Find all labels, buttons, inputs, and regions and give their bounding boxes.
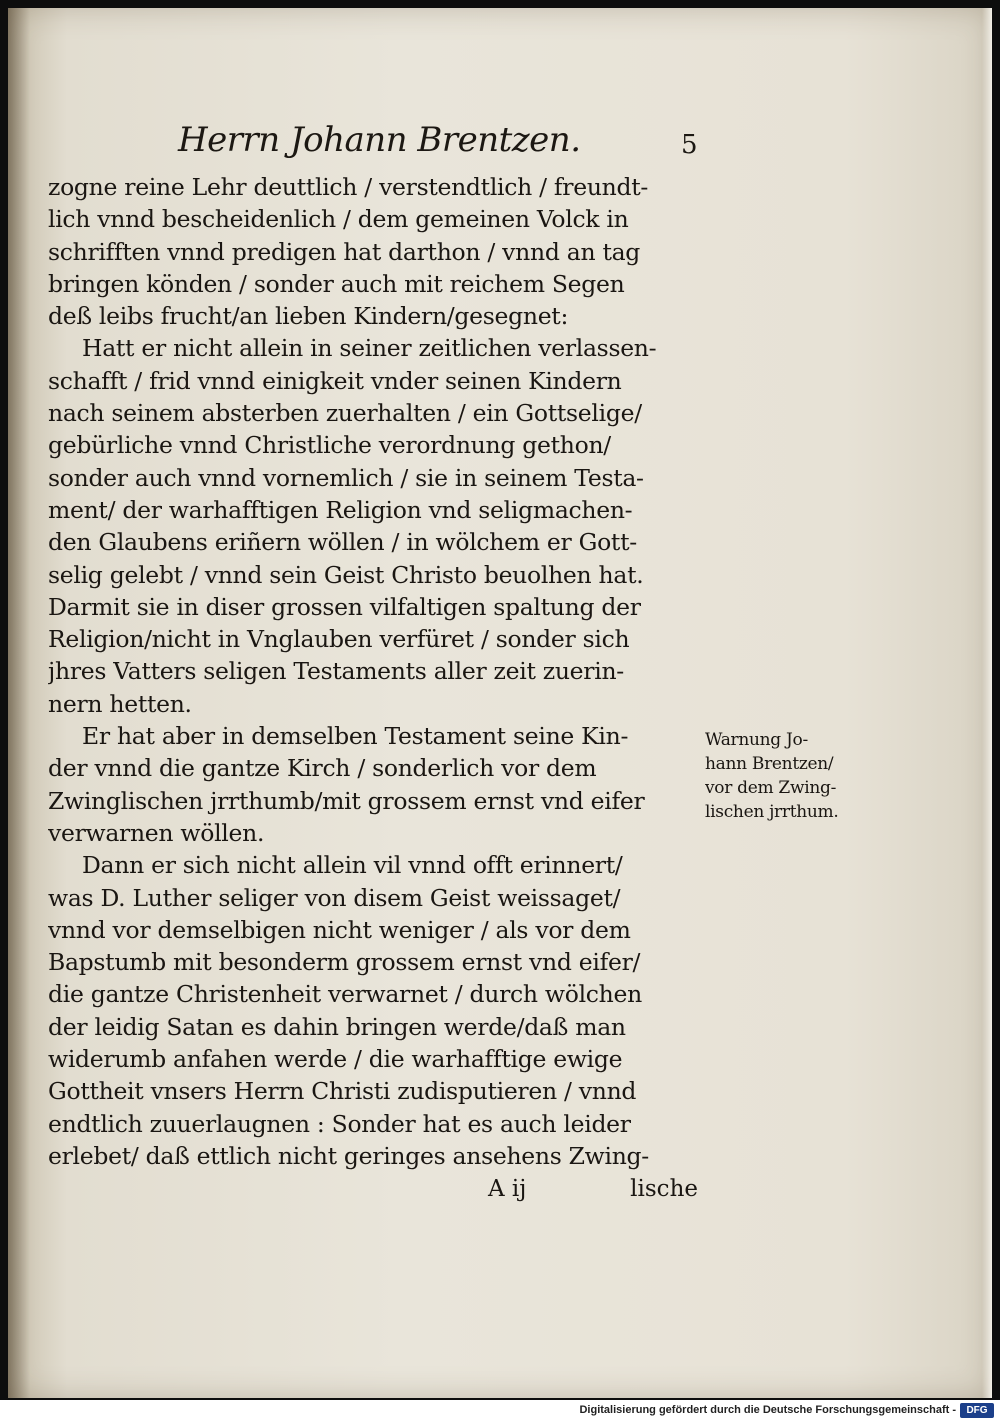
text-line: der vnnd die gantze Kirch / sonderlich vor dem	[48, 754, 597, 783]
catchword: lische	[630, 1176, 698, 1202]
paragraph-start-line: Hatt er nicht allein in seiner zeitlichen verlassen-	[82, 334, 657, 363]
text-line: was D. Luther seliger von disem Geist weissaget/	[48, 883, 621, 912]
text-line: gebürliche vnnd Christliche verordnung gethon/	[48, 431, 611, 460]
text-line: Bapstumb mit besonderm grossem ernst vnd eifer/	[48, 948, 641, 977]
text-line: deß leibs frucht/an lieben Kindern/gesegnet:	[48, 302, 569, 331]
paragraph-start-line: Er hat aber in demselben Testament seine Kin-	[82, 722, 629, 751]
text-line: verwarnen wöllen.	[48, 818, 265, 847]
text-line: Darmit sie in diser grossen vilfaltigen spaltung der	[48, 592, 641, 621]
dfg-logo: DFG	[960, 1403, 994, 1418]
text-line: den Glaubens eriñern wöllen / in wölchem er Gott-	[48, 528, 637, 557]
text-line: ment/ der warhafftigen Religion vnd seligmachen-	[48, 495, 633, 524]
text-line: nern hetten.	[48, 689, 192, 718]
text-line: selig gelebt / vnnd sein Geist Christo beuolhen hat.	[48, 560, 644, 589]
margin-note-line: Warnung Jo-	[705, 730, 808, 750]
text-line: endtlich zuuerlaugnen : Sonder hat es auch leider	[48, 1109, 631, 1138]
page-foot	[48, 1176, 698, 1210]
text-line: lich vnnd bescheidenlich / dem gemeinen Volck in	[48, 205, 629, 234]
text-line: Gottheit vnsers Herrn Christi zudisputieren / vnnd	[48, 1077, 637, 1106]
signature-mark: A ij	[488, 1176, 527, 1202]
marginal-note	[705, 728, 875, 824]
text-line: schafft / frid vnnd einigkeit vnder seinen Kindern	[48, 366, 622, 395]
margin-note-line: hann Brentzen/	[705, 754, 834, 774]
text-line: bringen könden / sonder auch mit reichem Segen	[48, 269, 625, 298]
text-line: zogne reine Lehr deuttlich / verstendtlich / freundt-	[48, 173, 649, 201]
margin-note-line: vor dem Zwing-	[705, 778, 837, 798]
text-line: schrifften vnnd predigen hat darthon / vnnd an tag	[48, 237, 641, 266]
book-page	[8, 8, 992, 1398]
text-line: sonder auch vnnd vornemlich / sie in seinem Testa-	[48, 463, 644, 492]
paragraph-start-line: Dann er sich nicht allein vil vnnd offt erinnert/	[82, 851, 623, 880]
main-text-block	[48, 171, 698, 1172]
text-line: nach seinem absterben zuerhalten / ein Gottselige/	[48, 399, 642, 428]
text-line: erlebet/ daß ettlich nicht geringes ansehens Zwing-	[48, 1141, 649, 1170]
text-line: vnnd vor demselbigen nicht weniger / als vor dem	[48, 915, 631, 944]
margin-note-line: lischen jrrthum.	[705, 802, 839, 822]
text-line: Zwinglischen jrrthumb/mit grossem ernst vnd eifer	[48, 786, 645, 815]
text-line: der leidig Satan es dahin bringen werde/daß man	[48, 1012, 626, 1041]
text-line: widerumb anfahen werde / die warhafftige ewige	[48, 1045, 623, 1074]
footer-bar	[0, 1400, 1000, 1422]
funding-credit: Digitalisierung gefördert durch die Deutsche Forschungsgemeinschaft -	[579, 1404, 956, 1416]
text-line: jhres Vatters seligen Testaments aller zeit zuerin-	[48, 657, 624, 686]
running-head: Herrn Johann Brentzen.	[178, 120, 581, 160]
text-line: Religion/nicht in Vnglauben verfüret / sonder sich	[48, 625, 630, 654]
text-line: die gantze Christenheit verwarnet / durch wölchen	[48, 980, 642, 1009]
page-number: 5	[681, 130, 698, 160]
